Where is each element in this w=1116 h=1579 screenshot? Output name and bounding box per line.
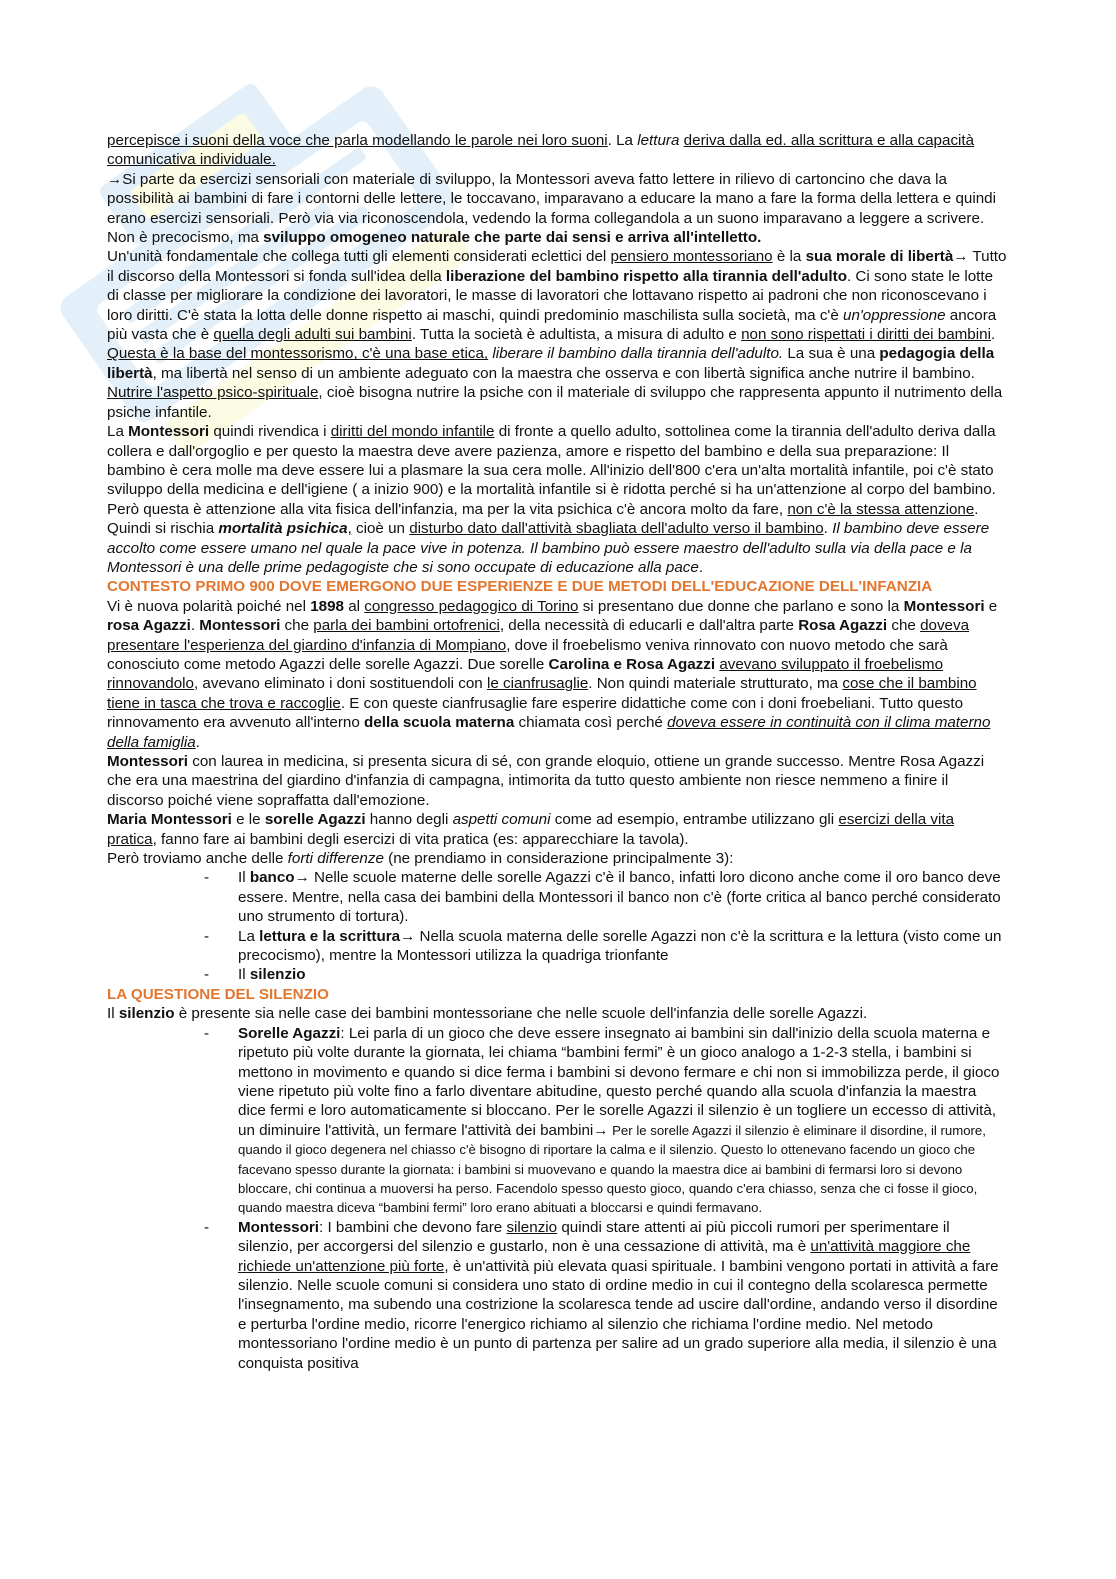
bold-text: della scuola materna <box>364 714 515 732</box>
underlined-text: congresso pedagogico di Torino <box>364 597 579 615</box>
text: , cioè bisogna nutrire la psiche con il materiale di sviluppo che rappresenta appunto il nutrimento della psiche infantile. <box>107 384 1003 421</box>
text: Un'unità fondamentale che collega tutti gli elementi considerati eclettici del <box>107 248 611 266</box>
bold-text: rosa Agazzi <box>107 617 191 635</box>
text: . <box>190 617 200 635</box>
text: , fanno fare ai bambini degli esercizi di vita pratica (es: apparecchiare la tavola). <box>152 830 689 848</box>
text: La <box>238 927 260 945</box>
underlined-text: disturbo dato dall'attività sbagliata dell'adulto verso il bambino <box>409 520 824 538</box>
text: è presente sia nelle case dei bambini montessoriane che nelle scuole dell'infanzia delle sorelle Agazzi. <box>174 1005 868 1023</box>
paragraph-8 <box>107 849 1007 868</box>
text: : Lei parla di un gioco che deve essere insegnato ai bambini sin dall'inizio della scuola materna e ripetuto più volte durante la giornata, lei chiama “bambini fermi” è un gioco analogo a 1-2-3 stella, i bambini si mettono in movimento e quando si dice ferma i bambini si devono fermare e chi non si immobilizza perde, il gioco viene ripetuto più volte fino a farlo diventare abitudine, questo perché quando alla scuola d'infanzia la maestra dice fermi e loro automaticamente si bloccano. Per le sorelle Agazzi il silenzio è un togliere un eccesso di attività, un diminuire l'attività, un fermare l'attività dei bambini <box>238 1024 1000 1139</box>
text: Il <box>238 966 250 984</box>
text: Tutto il discorso della Montessori si fonda sull'idea della <box>107 248 1007 285</box>
bold-text: sviluppo omogeneo naturale che parte dai sensi e arriva all'intelletto. <box>263 229 762 247</box>
text: quindi stare attenti ai più piccoli rumori per sperimentare il silenzio, per accorgersi del silenzio e gustarlo, non è una cessazione di attività, ma è <box>238 1218 950 1256</box>
document-page <box>107 131 1007 1373</box>
italic-text: aspetti comuni <box>452 811 551 829</box>
bold-text: lettura e la scrittura <box>259 927 401 945</box>
paragraph-5 <box>107 597 1007 752</box>
arrow-icon: → <box>953 248 969 266</box>
paragraph-3 <box>107 247 1007 422</box>
paragraph-1 <box>107 131 1007 170</box>
text: . <box>823 520 833 538</box>
text: Nella scuola materna delle sorelle Agazzi non c'è la scrittura e la lettura (visto come un precocismo), mentre la Montessori utilizza la quadriga trionfante <box>238 927 1002 965</box>
bold-text: Maria Montessori <box>107 811 232 829</box>
text: , ma libertà nel senso di un ambiente adeguato con la maestra che osserva e con libertà significa anche nutrire il bambino. <box>152 364 975 382</box>
bold-text: Montessori <box>903 597 985 615</box>
list-item-banco <box>107 868 1007 926</box>
underlined-text: un'attività maggiore che richiede un'attenzione più forte <box>238 1238 971 1275</box>
italic-text: un'oppressione <box>843 306 946 324</box>
list-item-sorelle-agazzi <box>107 1024 1007 1218</box>
text: . <box>990 326 996 344</box>
list-item-silenzio <box>107 965 1007 984</box>
bold-text: sorelle Agazzi <box>264 811 366 829</box>
arrow-icon: → <box>400 927 416 945</box>
underlined-text: , <box>347 520 352 538</box>
underlined-text: quella degli adulti sui bambini <box>213 326 412 344</box>
text: , della necessità di educarli e dall'altra parte <box>499 617 799 635</box>
bold-text: Sorelle Agazzi <box>238 1024 341 1042</box>
arrow-icon: → <box>294 869 310 887</box>
text: Il <box>238 869 250 887</box>
bold-text: banco <box>249 869 295 887</box>
text: : I bambini che devono fare <box>319 1218 507 1236</box>
text: La sua è una <box>783 345 880 363</box>
underlined-text: non sono rispettati i diritti dei bambini <box>741 326 991 344</box>
arrow-icon: → <box>107 170 123 188</box>
silence-list <box>107 1024 1007 1373</box>
bold-text: Montessori <box>107 753 189 770</box>
paragraph-2 <box>107 170 1007 248</box>
bold-text: Carolina e Rosa Agazzi <box>548 655 716 673</box>
text: e le <box>231 811 265 829</box>
text: Vi è nuova polarità poiché nel <box>107 597 311 615</box>
text: , dove il froebelismo veniva rinnovato con nuovo metodo che sarà conosciuto come metodo Agazzi delle sorelle Agazzi. Due sorelle <box>107 636 948 673</box>
text: Il <box>107 1005 119 1023</box>
underlined-text: avevano sviluppato il froebelismo rinnovandolo <box>107 655 944 693</box>
bold-text: 1898 <box>310 597 345 615</box>
underlined-text: parla dei bambini ortofrenici <box>313 617 500 635</box>
text: e <box>984 597 998 615</box>
section-heading-contesto: CONTESTO PRIMO 900 DOVE EMERGONO DUE ESPERIENZE E DUE METODI DELL'EDUCAZIONE DELL'INFANZIA <box>107 578 933 596</box>
text: come ad esempio, entrambe utilizzano gli <box>550 811 839 829</box>
text: , è un'attività più elevata quasi spirituale. I bambini vengono portati in attività a fare silenzio. Nelle scuole comuni si considera uno stato di ordine medio in cui il contegno della scolaresca permette l'insegnamento, ma subendo una costrizione la scolaresca tende ad uscire dall'ordine, andando verso il disordine e perturba l'ordine medio, ricorre l'energico richiamo al silenzio che richiama l'ordine medio. Nel metodo montessoriano l'ordine medio è un punto di partenza per salire ad un grado superiore alla media, il silenzio è una conquista positiva <box>238 1257 999 1372</box>
bold-text: Montessori <box>128 423 210 441</box>
text: Nelle scuole materne delle sorelle Agazzi c'è il banco, infatti loro dicono anche come il oro banco deve essere. Mentre, nella casa dei bambini della Montessori il banco non c'è (forte critica al banco perché considerato uno strumento di tortura). <box>238 869 1001 926</box>
text: al <box>344 597 365 615</box>
text: è la <box>772 248 806 266</box>
bold-text: Rosa Agazzi <box>798 617 888 635</box>
underlined-text: Questa è la base del montessorismo, c'è una base etica, <box>107 345 489 363</box>
text: . La <box>607 132 638 149</box>
text: (ne prendiamo in considerazione principalmente 3): <box>383 850 734 868</box>
text: Però troviamo anche delle <box>107 850 288 868</box>
underlined-text: deriva dalla ed. alla scrittura e alla capacità comunicativa individuale. <box>107 132 975 169</box>
underlined-text: non c'è la stessa attenzione <box>787 500 975 518</box>
text: quindi rivendica i <box>209 423 331 441</box>
text: . Ci sono state le lotte di classe per migliorare la condizione dei lavoratori, le masse di lavoratori che lottavano rispetto ai padroni che non riconoscevano i loro diritti. C'è stata la lotta delle donne rispetto ai maschi, quindi predominio maschilista sulla società, ma c'è <box>107 267 994 324</box>
text: ancora più vasta che è <box>107 306 997 344</box>
bold-text: liberazione del bambino rispetto alla tirannia dell'adulto <box>445 267 847 285</box>
arrow-icon: → <box>593 1121 609 1139</box>
underlined-text: cose che il bambino tiene in tasca che trova e raccoglie <box>107 675 977 712</box>
underlined-text: esercizi della vita pratica <box>107 811 955 848</box>
bold-text: pedagogia della libertà <box>107 345 995 382</box>
underlined-italic-text: doveva essere in continuità con il clima materno della famiglia <box>107 714 991 751</box>
underlined-text: percepisce i suoni della voce che parla modellando le parole nei loro suoni <box>107 132 608 149</box>
text: di fronte a quello adulto, sottolinea come la tirannia dell'adulto deriva dalla collera e dall'orgoglio e per questo la maestra deve avere pazienza, amore e rispetto del bambino e della sua preparazione: Il bambino è cera molle ma deve essere lui a plasmare la sua cera molle. All'inizio dell'800 c'era un'alta mortalità infantile, poi c'è stato sviluppo della medicina e dell'igiene ( a inizio 900) e la mortalità infantile si è ridotta perché si ha un'attenzione al corpo del bambino. Però questa è attenzione alla vita fisica dell'infanzia, ma per la vita psichica c'è ancora molto da fare, <box>107 423 996 518</box>
text: , avevano eliminato i doni sostituendoli con <box>193 675 487 693</box>
paragraph-9 <box>107 1004 1007 1023</box>
text: che <box>280 617 314 635</box>
section-heading-silenzio: LA QUESTIONE DEL SILENZIO <box>107 985 329 1003</box>
differences-list <box>107 868 1007 984</box>
italic-text: lettura <box>637 132 680 149</box>
underlined-text: le cianfrusaglie <box>486 675 589 693</box>
text: . <box>195 733 200 751</box>
text: Si parte da esercizi sensoriali con materiale di sviluppo, la Montessori aveva fatto lettere in rilievo di cartoncino che dava la possibilità ai bambini di fare i contorni delle lettere, le toccavano, imparavano a educare la mano a fare la forma della lettera e quindi erano esercizi sensoriali. Però via via riconoscendola, vedendo la forma collegandola a un suono imparavano a leggere a scrivere. Non è precocismo, ma <box>107 170 996 247</box>
bold-italic-text: mortalità psichica <box>218 520 348 538</box>
list-item-lettura <box>107 927 1007 966</box>
text: che <box>887 617 921 635</box>
italic-text: forti differenze <box>287 850 384 868</box>
underlined-text: Nutrire l'aspetto psico-spirituale <box>107 384 319 402</box>
text: . Quindi si rischia <box>107 500 979 538</box>
bold-text: Montessori <box>238 1218 320 1236</box>
bold-text: sua morale di libertà <box>805 248 954 266</box>
list-item-montessori <box>107 1218 1007 1373</box>
italic-text: liberare il bambino dalla tirannia dell'adulto. <box>488 345 784 363</box>
text: hanno degli <box>365 811 453 829</box>
paragraph-7 <box>107 810 1007 849</box>
bold-text: Montessori <box>199 617 281 635</box>
text: . E con queste cianfrusaglie fare esperire didattiche come con i doni froebeliani. Tutto questo rinnovamento era avvenuto all'interno <box>107 694 964 732</box>
text: . <box>698 558 704 576</box>
text: si presentano due donne che parlano e sono la <box>578 597 904 615</box>
text: . Non quindi materiale strutturato, ma <box>588 675 843 693</box>
italic-text: Il bambino deve essere accolto come essere umano nel quale la pace vive in potenza. Il bambino può essere maestro dell'adulto sulla via della pace e la Montessori è una delle prime pedagogiste che si sono occupate di educazione alla pace <box>107 520 990 576</box>
bold-text: silenzio <box>249 966 306 984</box>
text: La <box>107 423 129 441</box>
bold-text: silenzio <box>118 1005 175 1023</box>
text: con laurea in medicina, si presenta sicura di sé, con grande eloquio, ottiene un grande successo. Mentre Rosa Agazzi che era una maestrina del giardino d'infanzia di campagna, intimorita da tutto questo ambiente non riesce nemmeno a finire il discorso poiché viene sopraffatta dall'emozione. <box>107 753 985 809</box>
small-note-text: Per le sorelle Agazzi il silenzio è eliminare il disordine, il rumore, quando il gioco degenera nel chiasso c'è bisogno di riportare la calma e il silenzio. Questo lo ottenevano facendo un gioco che facevano spesso durante la giornata: i bambini si muovevano e quando la maestra dice ai bambini di fermarsi loro si devono bloccare, chi continua a muoversi ha perso. Facendolo spesso questo gioco, quando c'era chiasso, senza che ci fosse il gioco, quando maestra diceva “bambini fermi” loro erano abituati a bloccarsi e quindi fermavano. <box>238 1122 986 1216</box>
underlined-text: doveva presentare l'esperienza del giardino d'infanzia di Mompiano <box>107 617 970 654</box>
text: cioè un <box>351 520 410 538</box>
text: chiamata così perché <box>514 714 668 732</box>
underlined-text: silenzio <box>506 1218 558 1236</box>
paragraph-6 <box>107 752 1007 810</box>
paragraph-4 <box>107 422 1007 577</box>
underlined-text: diritti del mondo infantile <box>330 423 495 441</box>
underlined-text: pensiero montessoriano <box>610 248 773 266</box>
text: . Tutta la società è adultista, a misura di adulto e <box>411 326 742 344</box>
